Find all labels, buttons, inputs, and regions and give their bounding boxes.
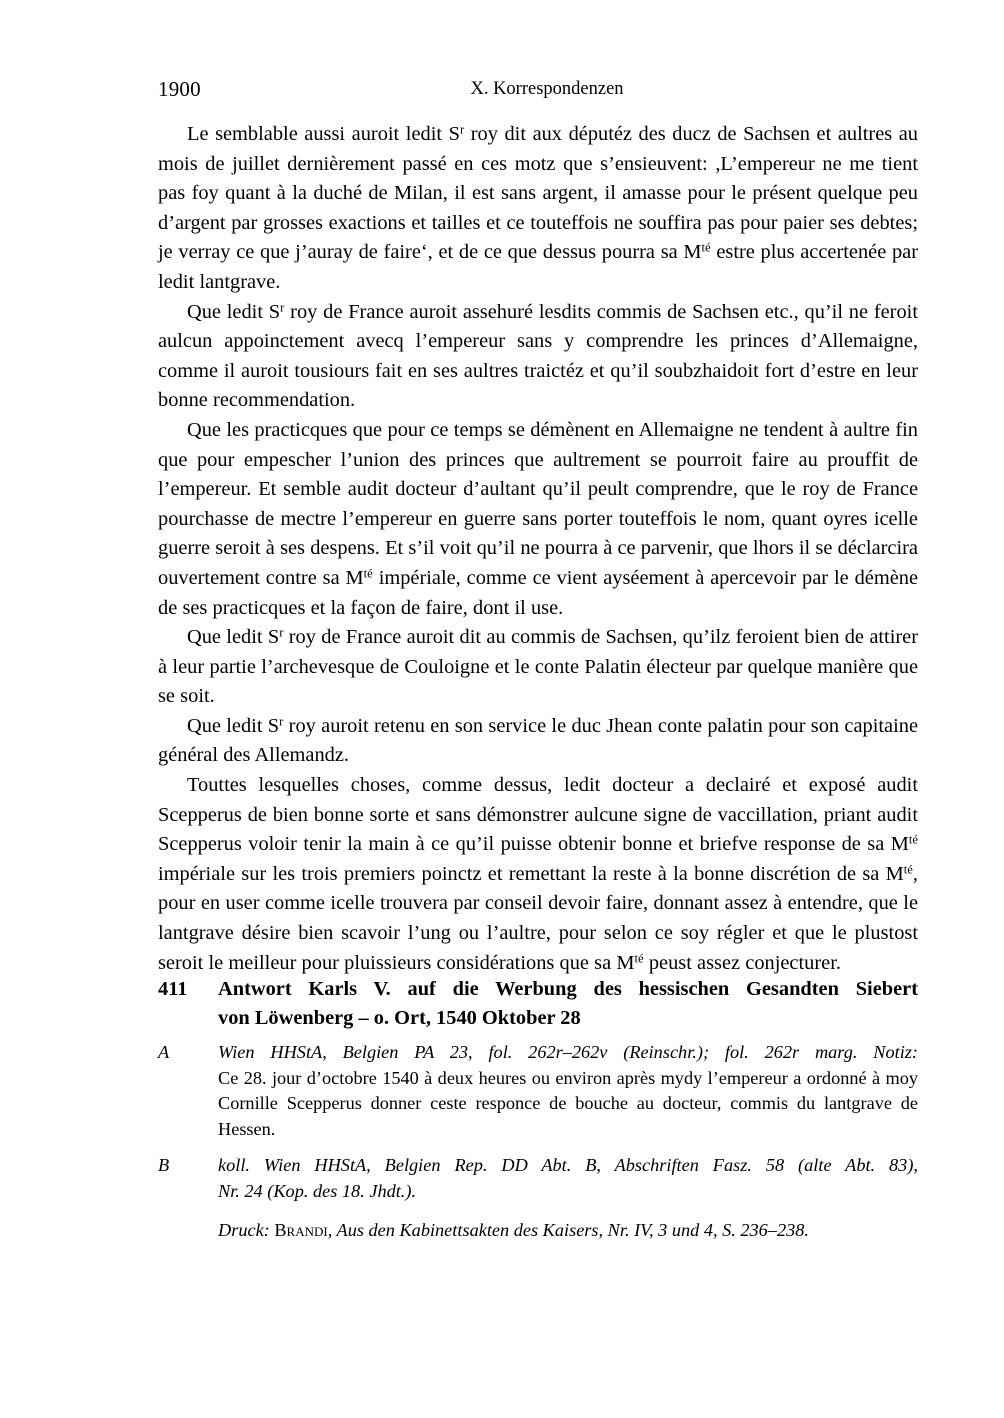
superscript-abbrev-te: té bbox=[903, 862, 913, 877]
apparatus-b-source-line-2: Nr. 24 (Kop. des 18. Jhdt.). bbox=[218, 1180, 417, 1201]
paragraph-5-text-b: roy auroit retenu en son service le duc Jhean conte palatin pour son capitaine général des Allemandz. bbox=[158, 714, 919, 767]
paragraph-3 bbox=[158, 416, 918, 623]
section-heading bbox=[158, 975, 918, 1033]
apparatus-a-source-line: Wien HHStA, Belgien PA 23, fol. 262r–262v (Reinschr.); fol. 262r marg. Notiz: bbox=[218, 1042, 918, 1062]
running-head bbox=[158, 76, 918, 104]
apparatus-content-b bbox=[218, 1153, 918, 1243]
paragraph-1-text-c: estre plus accertenée par ledit lantgrave. bbox=[158, 241, 919, 293]
paragraph-2 bbox=[158, 298, 918, 416]
apparatus-a-notiz-text: Ce 28. jour d’octobre 1540 à deux heures ou environ après mydy l’empereur a ordonné à moy Cornille Scepperus donner ceste responce de bouche au docteur, commis du lantgrave de Hessen. bbox=[218, 1067, 918, 1139]
paragraph-3-text-a: Que les practicques que pour ce temps se démènent en Allemaigne ne tendent à aultre fin que pour empescher l’union des princes que aultrement se pourroit faire au prouffit de l’empereur. Et semble audit docteur d’aultant qu’il peult comprendre, que le roy de France pourchasse de mectre l’empereur en guerre sans porter touteffois le nom, quant oyres icelle guerre seroit à ses despens. Et s’il voit qu’il ne pourra à ce parvenir, que lhors il se déclarcira ouvertement contre sa M bbox=[158, 418, 918, 589]
superscript-abbrev-r: r bbox=[279, 714, 284, 729]
superscript-abbrev-r: r bbox=[279, 625, 284, 640]
apparatus-siglum-a: A bbox=[158, 1042, 170, 1062]
paragraph-4-text-a: Que ledit S bbox=[187, 626, 280, 649]
apparatus-entry-b bbox=[158, 1153, 918, 1243]
section-title bbox=[218, 975, 918, 1033]
paragraph-6-text-d: peust assez conjecturer. bbox=[643, 951, 841, 974]
paragraph-2-text-b: roy de France auroit assehuré lesdits commis de Sachsen etc., qu’il ne feroit aulcun appoinctement avecq l’empereur sans y comprendre les princes d’Allemaigne, comme il auroit tousiours fait en ses aultres traictéz et qu’il soubzhaidoit fort d’estre en leur bonne recommendation. bbox=[158, 300, 919, 412]
superscript-abbrev-te: té bbox=[363, 566, 373, 581]
paragraph-5 bbox=[158, 712, 918, 771]
druck-author: Brandi bbox=[274, 1219, 328, 1240]
druck-reference: , Aus den Kabinettsakten des Kaisers, Nr. IV, 3 und 4, S. 236–238. bbox=[327, 1219, 809, 1240]
paragraph-2-text-a: Que ledit S bbox=[187, 300, 281, 323]
apparatus-block bbox=[158, 1040, 918, 1254]
section-title-line-2: von Löwenberg – o. Ort, 1540 Oktober 28 bbox=[218, 1007, 581, 1029]
apparatus-content-a bbox=[218, 1040, 918, 1142]
section-number: 411 bbox=[158, 978, 188, 1000]
body-text-block bbox=[158, 120, 918, 978]
paragraph-4 bbox=[158, 623, 918, 712]
paragraph-4-text-b: roy de France auroit dit au commis de Sachsen, qu’ilz feroient bien de attirer à leur partie l’archevesque de Couloigne et le conte Palatin électeur par quelque manière que se soit. bbox=[158, 626, 918, 708]
paragraph-1 bbox=[158, 120, 918, 298]
paragraph-6-text-a: Touttes lesquelles choses, comme dessus, ledit docteur a declairé et exposé audit Scepperus de bien bonne sorte et sans démonstrer aulcune signe de vaccillation, priant audit Scepperus voloir tenir la main à ce qu’il puisse obtenir bonne et briefve response de sa M bbox=[158, 774, 918, 856]
apparatus-b-druck-line bbox=[218, 1218, 918, 1244]
paragraph-3-text-b: impériale, comme ce vient ayséement à apercevoir par le démène de ses practicques et la façon de faire, dont il use. bbox=[158, 566, 919, 619]
paragraph-6 bbox=[158, 771, 918, 978]
superscript-abbrev-r: r bbox=[459, 122, 465, 137]
superscript-abbrev-te: té bbox=[908, 832, 918, 847]
druck-label: Druck: bbox=[218, 1219, 270, 1240]
paragraph-5-text-a: Que ledit S bbox=[187, 714, 280, 737]
apparatus-entry-a bbox=[158, 1040, 918, 1142]
folio-number: 1900 bbox=[158, 77, 201, 101]
superscript-abbrev-te: té bbox=[634, 951, 644, 966]
apparatus-siglum-b: B bbox=[158, 1155, 170, 1176]
superscript-abbrev-te: té bbox=[701, 240, 711, 255]
apparatus-b-source-line-1: koll. Wien HHStA, Belgien Rep. DD Abt. B, Abschriften Fasz. 58 (alte Abt. 83), bbox=[218, 1155, 918, 1176]
superscript-abbrev-r: r bbox=[280, 300, 285, 314]
paragraph-6-text-b: impériale sur les trois premiers poinctz et remettant la reste à la bonne discrétion de sa M bbox=[158, 862, 904, 885]
section-title-line-1: Antwort Karls V. auf die Werbung des hessischen Gesandten Siebert bbox=[218, 978, 918, 1000]
paragraph-1-text-a: Le semblable aussi auroit ledit S bbox=[187, 123, 460, 145]
running-head-title: X. Korrespondenzen bbox=[470, 79, 624, 99]
paragraph-6-text-c: , pour en user comme icelle trouvera par conseil devoir faire, donnant assez à entendre, que le lantgrave désire bien scavoir l’ung ou l’aultre, pour selon ce soy régler et que le plustost seroit le meilleur pour pluissieurs considérations que sa M bbox=[158, 862, 918, 974]
paragraph-1-text-b: roy dit aux députéz des ducz de Sachsen et aultres au mois de juillet dernièrement passé en ces motz que s’ensieuvent: ,L’empereur ne me tient pas foy quant à la duché de Milan, il est sans argent, il amasse pour le présent quelque peu d’argent par grosses exactions et tailles et ce touteffois ne souffira pas pour paier ses debtes; je verray ce que j’auray de faire‘, et de ce que dessus pourra sa M bbox=[158, 123, 918, 264]
